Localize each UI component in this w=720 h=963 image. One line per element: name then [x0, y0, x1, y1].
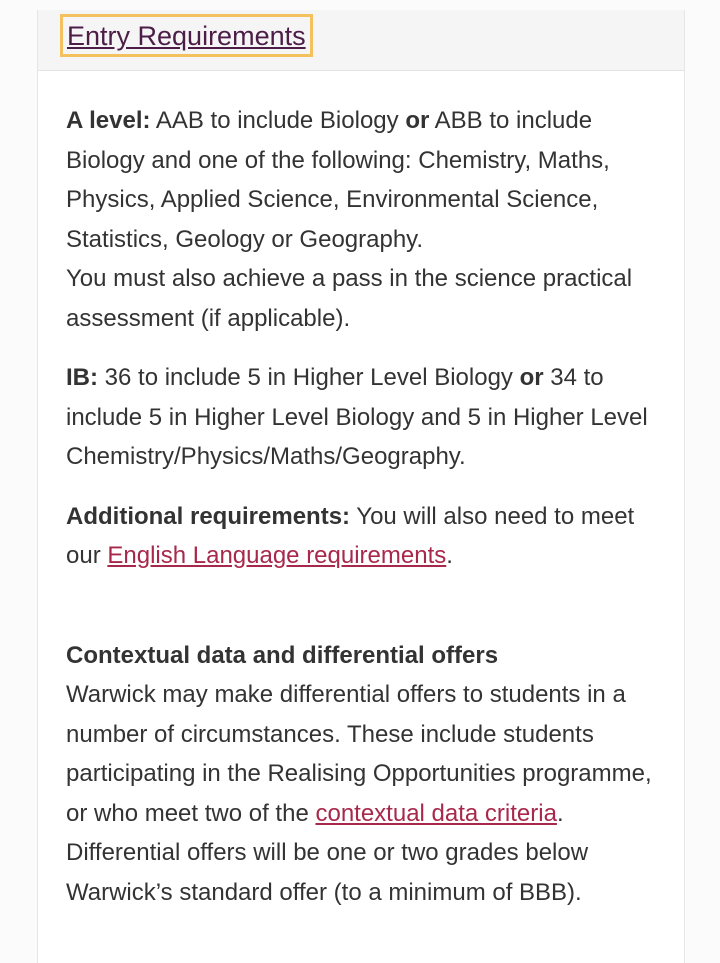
additional-requirements-paragraph	[66, 497, 656, 576]
panel-content	[38, 71, 684, 912]
a-level-label: A level:	[66, 107, 151, 134]
ib-paragraph	[66, 358, 656, 477]
entry-requirements-panel	[37, 10, 685, 963]
spacer	[66, 596, 656, 636]
a-level-or: or	[405, 107, 430, 134]
contextual-text-1: Warwick may make differential offers to students in a number of circumstances. These include students participating in the Realising Opportunities programme, or who meet two of the	[66, 681, 652, 827]
entry-requirements-heading-link[interactable]: Entry Requirements	[60, 14, 313, 57]
additional-requirements-text: You will also need to meet our	[66, 502, 635, 569]
contextual-text-2: . Differential offers will be one or two grades below Warwick’s standard offer (to a minimum of BBB).	[66, 799, 589, 906]
panel-header	[38, 10, 684, 71]
contextual-heading: Contextual data and differential offers	[66, 641, 499, 669]
additional-requirements-label: Additional requirements:	[66, 502, 351, 530]
a-level-text-1: AAB to include Biology	[150, 107, 406, 134]
a-level-text-2: ABB to include Biology and one of the following: Chemistry, Maths, Physics, Applied Science, Environmental Science, Statistics, Geology or Geography.	[66, 107, 610, 253]
a-level-paragraph	[66, 101, 656, 338]
a-level-practical-note: You must also achieve a pass in the science practical assessment (if applicable).	[66, 265, 633, 332]
english-language-requirements-link[interactable]: English Language requirements	[107, 542, 447, 569]
ib-or: or	[519, 364, 544, 391]
additional-requirements-end: .	[446, 542, 453, 569]
ib-label: IB:	[66, 364, 98, 391]
contextual-paragraph	[66, 636, 656, 913]
ib-text-1: 36 to include 5 in Higher Level Biology	[98, 364, 520, 391]
contextual-data-criteria-link[interactable]: contextual data criteria	[315, 799, 557, 827]
ib-text-2: 34 to include 5 in Higher Level Biology and 5 in Higher Level Chemistry/Physics/Maths/Geography.	[66, 364, 648, 470]
